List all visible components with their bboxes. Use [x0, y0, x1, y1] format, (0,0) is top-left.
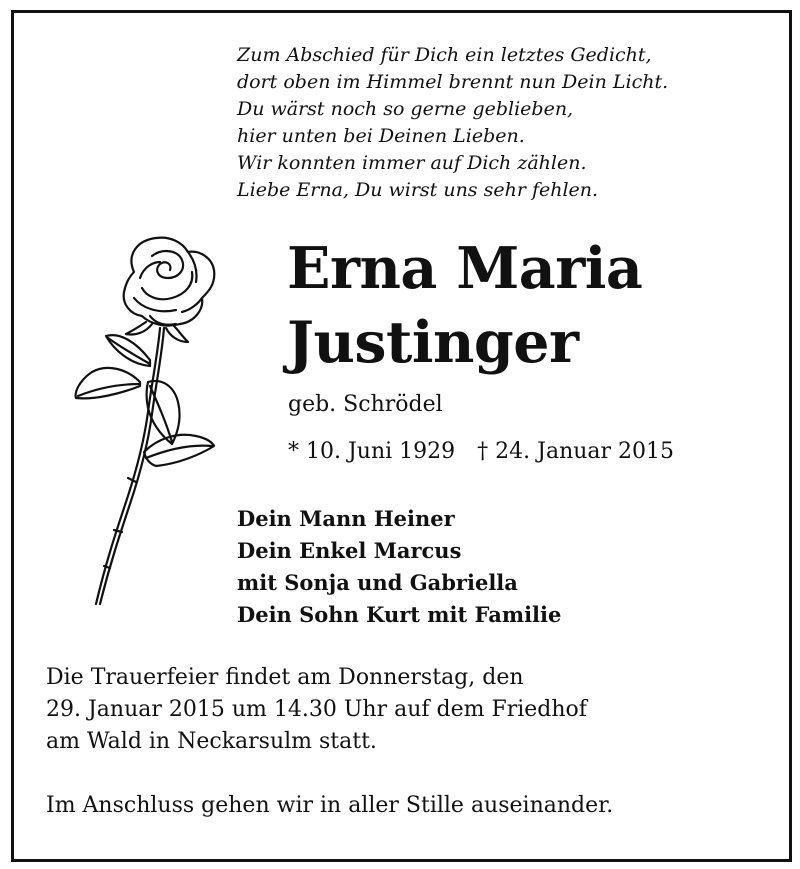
- poem-line: Liebe Erna, Du wirst uns sehr fehlen.: [237, 179, 599, 201]
- deceased-name-line1: Erna Maria: [287, 235, 643, 302]
- service-info: [46, 662, 587, 758]
- mourner-line: Dein Mann Heiner: [237, 506, 455, 531]
- mourner-line: Dein Sohn Kurt mit Familie: [237, 602, 562, 627]
- service-line: am Wald in Neckarsulm statt.: [46, 729, 377, 754]
- death-date: † 24. Januar 2015: [477, 439, 675, 464]
- service-line: 29. Januar 2015 um 14.30 Uhr auf dem Friedhof: [46, 697, 587, 722]
- deceased-name-line2: Justinger: [287, 309, 579, 376]
- poem-line: hier unten bei Deinen Lieben.: [237, 125, 525, 147]
- service-line: Die Trauerfeier findet am Donnerstag, den: [46, 665, 524, 690]
- life-dates: [288, 438, 674, 466]
- maiden-name: geb. Schrödel: [288, 392, 443, 417]
- rose-icon: [66, 232, 226, 617]
- poem-line: Du wärst noch so gerne geblieben,: [237, 98, 574, 120]
- poem: [237, 42, 668, 204]
- birth-date: * 10. Juni 1929: [288, 439, 456, 464]
- poem-line: Wir konnten immer auf Dich zählen.: [237, 152, 587, 174]
- deceased-name: [287, 232, 642, 380]
- mourner-line: mit Sonja und Gabriella: [237, 570, 518, 595]
- poem-line: dort oben im Himmel brennt nun Dein Licht.: [237, 71, 669, 93]
- mourner-line: Dein Enkel Marcus: [237, 538, 462, 563]
- mourners-list: [237, 503, 561, 631]
- poem-line: Zum Abschied für Dich ein letztes Gedicht,: [237, 44, 652, 66]
- closing-note: Im Anschluss gehen wir in aller Stille auseinander.: [46, 793, 614, 818]
